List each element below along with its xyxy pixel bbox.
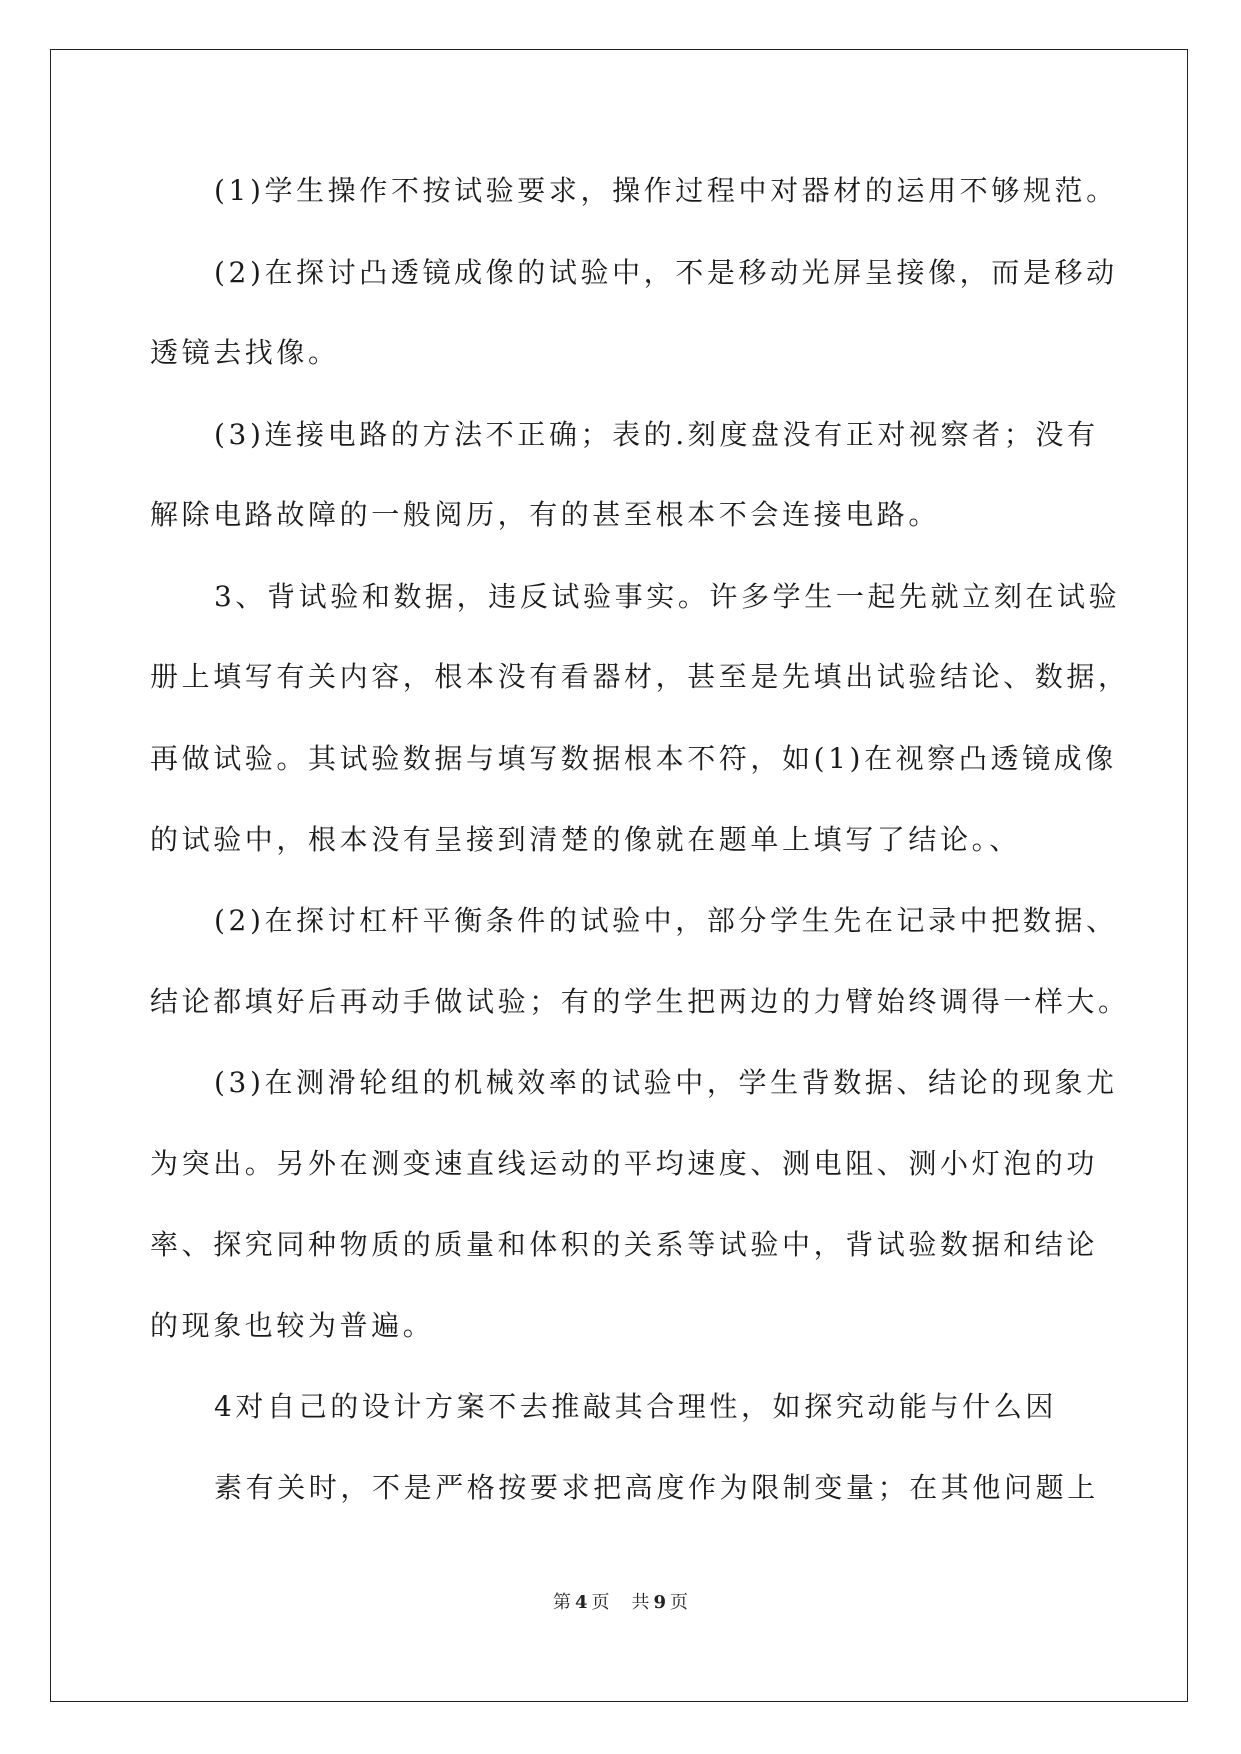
paragraph-line: 解除电路故障的一般阅历，有的甚至根本不会连接电路。 [150, 498, 941, 531]
footer-total-prefix: 共 [631, 1592, 650, 1613]
paragraph-line: (3)连接电路的方法不正确；表的.刻度盘没有正对视察者；没有 [214, 418, 1099, 451]
paragraph-line: 素有关时，不是严格按要求把高度作为限制变量；在其他问题上 [214, 1471, 1099, 1504]
paragraph-line: 率、探究同种物质的质量和体积的关系等试验中，背试验数据和结论 [150, 1228, 1099, 1261]
footer-page-suffix: 页 [591, 1592, 610, 1613]
paragraph-line: 再做试验。其试验数据与填写数据根本不符，如(1)在视察凸透镜成像 [150, 742, 1117, 775]
footer-total-suffix: 页 [670, 1592, 689, 1613]
paragraph-line: 透镜去找像。 [150, 336, 340, 369]
page-border [50, 49, 1188, 1702]
footer-page-current: 4 [574, 1592, 588, 1613]
paragraph-line: (1)学生操作不按试验要求，操作过程中对器材的运用不够规范。 [214, 174, 1118, 207]
paragraph-line: 3、背试验和数据，违反试验事实。许多学生一起先就立刻在试验 [214, 580, 1121, 613]
paragraph-line: (2)在探讨杠杆平衡条件的试验中，部分学生先在记录中把数据、 [214, 904, 1118, 937]
paragraph-line: 为突出。另外在测变速直线运动的平均速度、测电阻、测小灯泡的功 [150, 1147, 1099, 1180]
paragraph-line: 册上填写有关内容，根本没有看器材，甚至是先填出试验结论、数据， [150, 660, 1130, 693]
footer-page-prefix: 第 [552, 1592, 571, 1613]
paragraph-line: (2)在探讨凸透镜成像的试验中，不是移动光屏呈接像，而是移动 [214, 256, 1118, 289]
page-footer [0, 1591, 1241, 1615]
paragraph-line: 的现象也较为普遍。 [150, 1309, 435, 1342]
paragraph-line: 4对自己的设计方案不去推敲其合理性，如探究动能与什么因 [214, 1390, 1058, 1423]
footer-page-total: 9 [653, 1592, 667, 1613]
paragraph-line: 结论都填好后再动手做试验；有的学生把两边的力臂始终调得一样大。 [150, 985, 1130, 1018]
paragraph-line: (3)在测滑轮组的机械效率的试验中，学生背数据、结论的现象尤 [214, 1066, 1118, 1099]
paragraph-line: 的试验中，根本没有呈接到清楚的像就在题单上填写了结论。、 [150, 823, 1021, 856]
